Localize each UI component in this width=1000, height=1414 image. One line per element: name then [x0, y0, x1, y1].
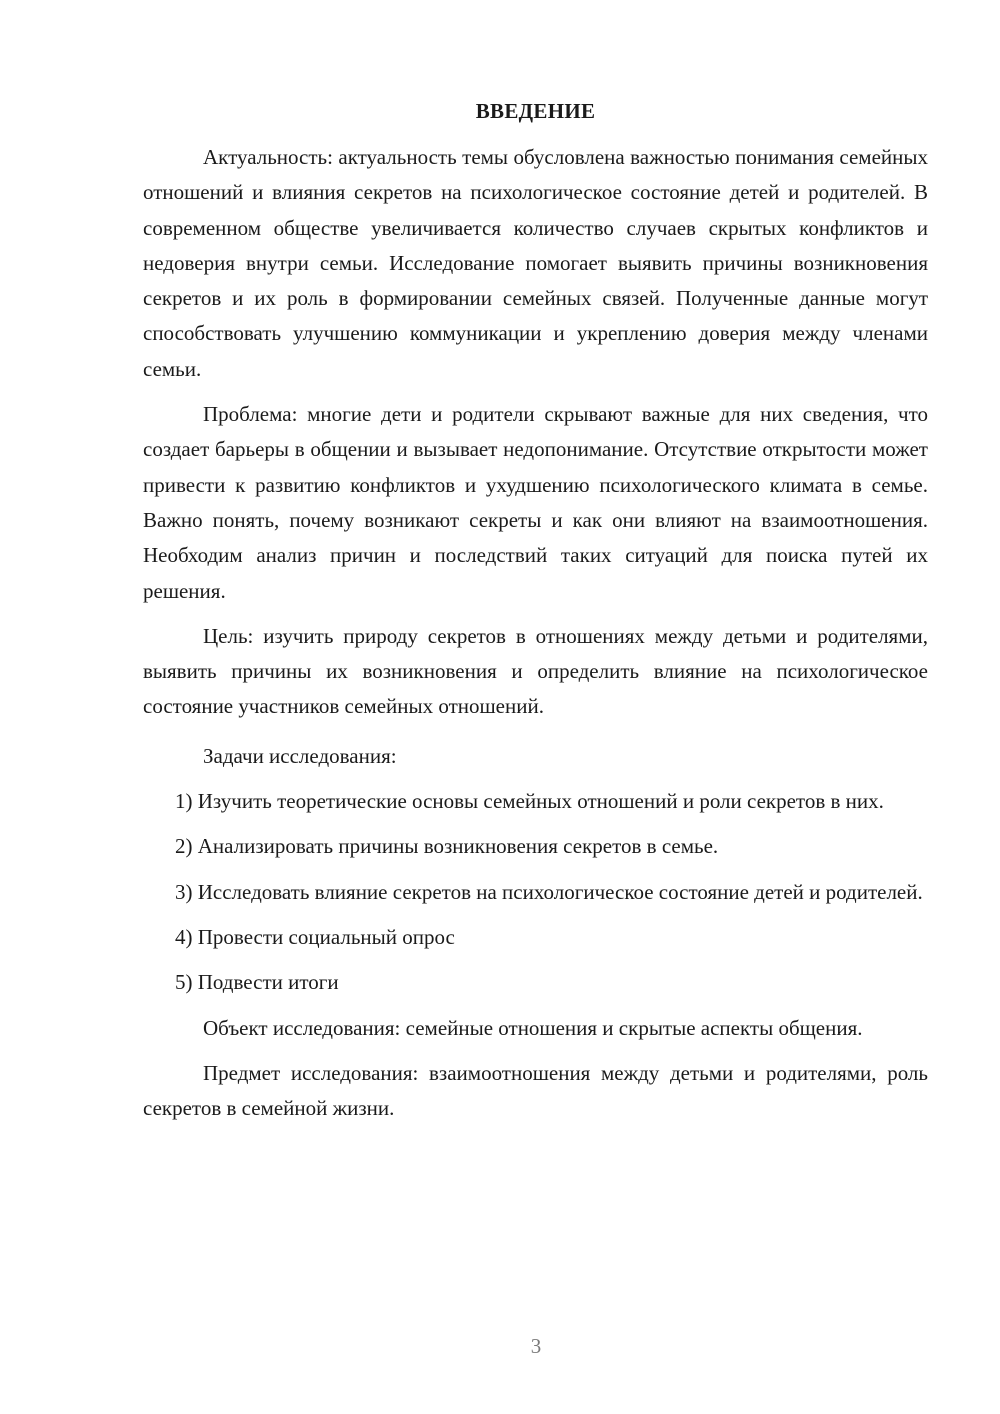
paragraph-object: Объект исследования: семейные отношения и скрытые аспекты общения.: [203, 1015, 863, 1040]
task-item-4: 4) Провести социальный опрос: [175, 924, 455, 949]
paragraph-relevance: Актуальность: актуальность темы обусловлена важностью понимания семейных отношений и влияния секретов на психологическое состояние детей и родителей. В современном обществе увеличивается количество случаев скрытых конфликтов и недоверия внутри семьи. Исследование помогает выявить причины возникновения секретов и их роль в формировании семейных связей. Полученные данные могут способствовать улучшению коммуникации и укреплению доверия между членами семьи.: [143, 145, 928, 381]
paragraph-goal: Цель: изучить природу секретов в отношениях между детьми и родителями, выявить причины их возникновения и определить влияние на психологическое состояние участников семейных отношений.: [143, 623, 928, 719]
page-content: [143, 96, 928, 1136]
tasks-heading: Задачи исследования:: [203, 743, 397, 768]
section-title: ВВЕДЕНИЕ: [475, 99, 596, 123]
page-number: 3: [530, 1334, 542, 1358]
task-item-5: 5) Подвести итоги: [175, 970, 339, 995]
task-item-3: 3) Исследовать влияние секретов на психологическое состояние детей и родителей.: [175, 879, 923, 904]
task-item-1: 1) Изучить теоретические основы семейных отношений и роли секретов в них.: [175, 789, 884, 814]
paragraph-subject: Предмет исследования: взаимоотношения между детьми и родителями, роль секретов в семейной жизни.: [143, 1060, 928, 1121]
paragraph-problem: Проблема: многие дети и родители скрывают важные для них сведения, что создает барьеры в общении и вызывает недопонимание. Отсутствие открытости может привести к развитию конфликтов и ухудшению психологического климата в семье. Важно понять, почему возникают секреты и как они влияют на взаимоотношения. Необходим анализ причин и последствий таких ситуаций для поиска путей их решения.: [143, 402, 928, 603]
task-item-2: 2) Анализировать причины возникновения секретов в семье.: [175, 834, 719, 859]
